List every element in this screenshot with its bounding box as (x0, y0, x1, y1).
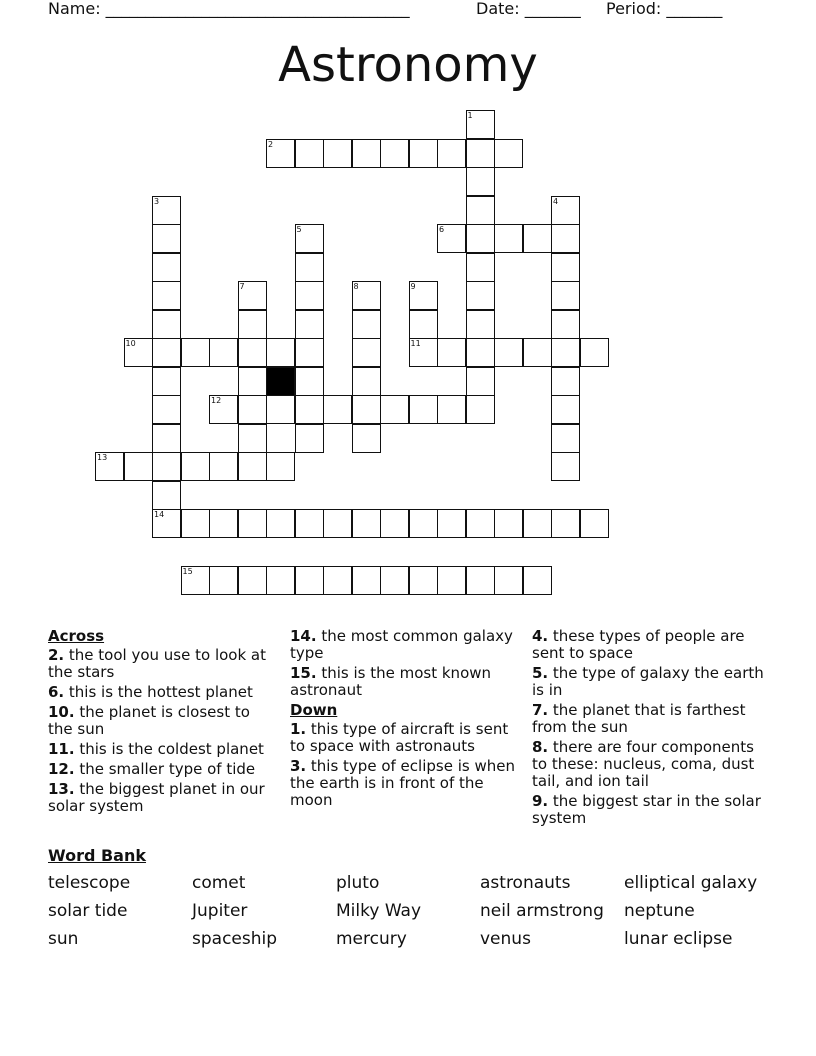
clue-down-3: 3. this type of eclipse is when the earth is in front of the moon (290, 757, 515, 809)
crossword-cell[interactable] (295, 395, 324, 424)
page-title: Astronomy (278, 37, 538, 93)
crossword-cell[interactable] (409, 509, 438, 538)
clue-down-8: 8. there are four components to these: nucleus, coma, dust tail, and ion tail (532, 738, 755, 790)
clue-down-4: 4. these types of people are sent to space (532, 627, 745, 662)
word-bank-item: neptune (624, 901, 695, 921)
word-bank-item: sun (48, 929, 79, 949)
crossword-cell[interactable] (238, 452, 267, 481)
period-field[interactable]: Period: _______ (606, 0, 723, 18)
clue-number: 11 (410, 339, 421, 348)
crossword-cell[interactable] (466, 196, 495, 225)
clue-number: 4 (553, 196, 559, 206)
crossword-cell[interactable] (238, 395, 267, 424)
crossword-cell[interactable] (551, 395, 580, 424)
crossword-cell[interactable] (295, 281, 324, 310)
crossword-cell[interactable] (323, 139, 352, 168)
clue-number: 13 (97, 453, 108, 462)
crossword-cell[interactable] (295, 367, 324, 396)
crossword-cell[interactable] (352, 139, 381, 168)
word-bank-item: lunar eclipse (624, 929, 733, 949)
crossword-cell[interactable] (409, 395, 438, 424)
crossword-cell[interactable] (323, 566, 352, 595)
crossword-cell[interactable] (466, 338, 495, 367)
clue-number: 8 (353, 282, 359, 291)
clue-number: 12 (211, 396, 222, 405)
crossword-cell[interactable] (352, 338, 381, 367)
crossword-cell[interactable] (266, 139, 295, 168)
clue-across-15: 15. this is the most known astronaut (290, 664, 492, 699)
crossword-cell[interactable] (437, 139, 466, 168)
clue-number: 7 (239, 282, 245, 291)
crossword-cell[interactable] (380, 566, 409, 595)
crossword-cell[interactable] (551, 224, 580, 253)
crossword-cell[interactable] (209, 509, 238, 538)
word-bank-item: elliptical galaxy (624, 873, 758, 893)
crossword-cell[interactable] (181, 452, 210, 481)
crossword-cell[interactable] (323, 509, 352, 538)
across-heading: Across (48, 627, 105, 645)
crossword-cell[interactable] (551, 196, 580, 225)
crossword-cell[interactable] (380, 395, 409, 424)
crossword-cell[interactable] (466, 367, 495, 396)
word-bank-item: neil armstrong (480, 901, 604, 921)
clue-down-1: 1. this type of aircraft is sent to space with astronauts (290, 720, 509, 755)
crossword-cell[interactable] (466, 139, 495, 168)
crossword-cell[interactable] (409, 310, 438, 339)
crossword-cell[interactable] (437, 566, 466, 595)
crossword-cell[interactable] (152, 509, 181, 538)
crossword-cell[interactable] (409, 281, 438, 310)
crossword-cell[interactable] (266, 452, 295, 481)
crossword-cell[interactable] (238, 310, 267, 339)
clue-across-11: 11. this is the coldest planet (48, 740, 264, 758)
clue-across-13: 13. the biggest planet in our solar system (48, 780, 265, 815)
word-bank-item: comet (192, 873, 246, 893)
crossword-cell[interactable] (551, 253, 580, 282)
crossword-cell[interactable] (152, 424, 181, 453)
clue-number: 6 (439, 225, 445, 234)
clue-number: 1 (467, 111, 473, 120)
crossword-cell[interactable] (209, 452, 238, 481)
crossword-cell[interactable] (238, 566, 267, 595)
word-bank-item: astronauts (480, 873, 571, 893)
crossword-cell[interactable] (152, 395, 181, 424)
clue-across-14: 14. the most common galaxy type (290, 627, 513, 662)
crossword-cell[interactable] (466, 509, 495, 538)
clue-number: 3 (154, 196, 160, 206)
crossword-cell[interactable] (580, 509, 609, 538)
crossword-cell[interactable] (238, 367, 267, 396)
crossword-cell[interactable] (437, 395, 466, 424)
crossword-cell[interactable] (466, 310, 495, 339)
crossword-cell[interactable] (152, 367, 181, 396)
crossword-cell[interactable] (152, 310, 181, 339)
clue-number: 2 (268, 139, 274, 149)
clue-across-6: 6. this is the hottest planet (48, 683, 253, 701)
crossword-cell[interactable] (409, 566, 438, 595)
crossword-cell[interactable] (523, 509, 552, 538)
crossword-cell[interactable] (238, 424, 267, 453)
crossword-cell[interactable] (466, 253, 495, 282)
crossword-cell[interactable] (181, 338, 210, 367)
clue-column-1 (48, 628, 273, 818)
clue-down-5: 5. the type of galaxy the earth is in (532, 664, 764, 699)
crossword-cell[interactable] (494, 566, 523, 595)
crossword-cell[interactable] (494, 509, 523, 538)
crossword-cell[interactable] (295, 253, 324, 282)
crossword-cell[interactable] (209, 566, 238, 595)
word-bank-item: spaceship (192, 929, 278, 949)
crossword-cell[interactable] (238, 338, 267, 367)
clue-number: 15 (182, 567, 193, 576)
crossword-cell[interactable] (323, 395, 352, 424)
crossword-cell[interactable] (551, 452, 580, 481)
crossword-cell[interactable] (295, 224, 324, 253)
crossword-cell[interactable] (352, 566, 381, 595)
clue-column-2 (290, 628, 515, 812)
word-bank-item: venus (480, 929, 531, 949)
crossword-cell[interactable] (523, 338, 552, 367)
crossword-cell[interactable] (152, 253, 181, 282)
crossword-cell[interactable] (494, 224, 523, 253)
crossword-cell[interactable] (152, 481, 181, 510)
crossword-cell[interactable] (152, 452, 181, 481)
crossword-cell[interactable] (551, 338, 580, 367)
crossword-cell[interactable] (494, 338, 523, 367)
clue-across-10: 10. the planet is closest to the sun (48, 703, 250, 738)
word-bank-item: telescope (48, 873, 131, 893)
crossword-cell[interactable] (466, 224, 495, 253)
crossword-cell[interactable] (352, 395, 381, 424)
clue-across-12: 12. the smaller type of tide (48, 760, 256, 778)
clue-number: 9 (410, 282, 416, 291)
clue-across-2: 2. the tool you use to look at the stars (48, 646, 266, 681)
crossword-cell[interactable] (352, 367, 381, 396)
crossword-cell[interactable] (437, 509, 466, 538)
crossword-cell[interactable] (551, 424, 580, 453)
crossword-cell[interactable] (494, 139, 523, 168)
crossword-cell[interactable] (466, 167, 495, 196)
date-field[interactable]: Date: _______ (476, 0, 581, 18)
word-bank-item: mercury (336, 929, 407, 949)
clue-number: 14 (154, 510, 165, 519)
name-field[interactable]: Name: ______________________________________ (48, 0, 410, 18)
crossword-cell[interactable] (295, 139, 324, 168)
crossword-cell[interactable] (466, 566, 495, 595)
crossword-cell[interactable] (266, 395, 295, 424)
crossword-cell[interactable] (295, 424, 324, 453)
crossword-cell[interactable] (437, 224, 466, 253)
crossword-cell[interactable] (124, 338, 153, 367)
crossword-cell[interactable] (238, 509, 267, 538)
crossword-cell[interactable] (466, 110, 495, 139)
crossword-cell[interactable] (352, 281, 381, 310)
crossword-cell[interactable] (238, 281, 267, 310)
crossword-cell[interactable] (523, 224, 552, 253)
crossword-cell[interactable] (523, 566, 552, 595)
crossword-cell[interactable] (380, 509, 409, 538)
crossword-cell[interactable] (551, 310, 580, 339)
crossword-cell[interactable] (437, 338, 466, 367)
crossword-cell[interactable] (152, 224, 181, 253)
word-bank (48, 874, 778, 949)
word-bank-item: pluto (336, 873, 380, 893)
crossword-cell[interactable] (409, 139, 438, 168)
crossword-cell[interactable] (181, 566, 210, 595)
crossword-cell[interactable] (409, 338, 438, 367)
crossword-cell[interactable] (551, 281, 580, 310)
clue-number: 10 (125, 339, 136, 348)
crossword-cell[interactable] (266, 566, 295, 595)
crossword-cell[interactable] (152, 338, 181, 367)
clue-number: 5 (296, 225, 302, 234)
crossword-cell[interactable] (352, 424, 381, 453)
crossword-cell[interactable] (95, 452, 124, 481)
crossword-cell[interactable] (352, 509, 381, 538)
word-bank-heading: Word Bank (48, 846, 147, 865)
crossword-cell[interactable] (380, 139, 409, 168)
crossword-cell[interactable] (295, 509, 324, 538)
crossword-cell[interactable] (466, 395, 495, 424)
clue-down-9: 9. the biggest star in the solar system (532, 792, 761, 827)
crossword-cell[interactable] (266, 338, 295, 367)
crossword-cell[interactable] (124, 452, 153, 481)
crossword-cell[interactable] (152, 196, 181, 225)
blocked-cell (266, 367, 295, 396)
crossword-cell[interactable] (352, 310, 381, 339)
crossword-cell[interactable] (266, 509, 295, 538)
crossword-cell[interactable] (152, 281, 181, 310)
down-heading: Down (290, 701, 338, 719)
crossword-cell[interactable] (295, 566, 324, 595)
crossword-cell[interactable] (209, 338, 238, 367)
crossword-cell[interactable] (181, 509, 210, 538)
crossword-cell[interactable] (466, 281, 495, 310)
crossword-cell[interactable] (551, 367, 580, 396)
word-bank-item: solar tide (48, 901, 128, 921)
word-bank-item: Jupiter (192, 901, 248, 921)
crossword-cell[interactable] (580, 338, 609, 367)
crossword-cell[interactable] (209, 395, 238, 424)
crossword-cell[interactable] (295, 338, 324, 367)
clue-down-7: 7. the planet that is farthest from the sun (532, 701, 746, 736)
clue-column-3 (532, 628, 772, 830)
crossword-cell[interactable] (295, 310, 324, 339)
word-bank-item: Milky Way (336, 901, 422, 921)
crossword-cell[interactable] (551, 509, 580, 538)
